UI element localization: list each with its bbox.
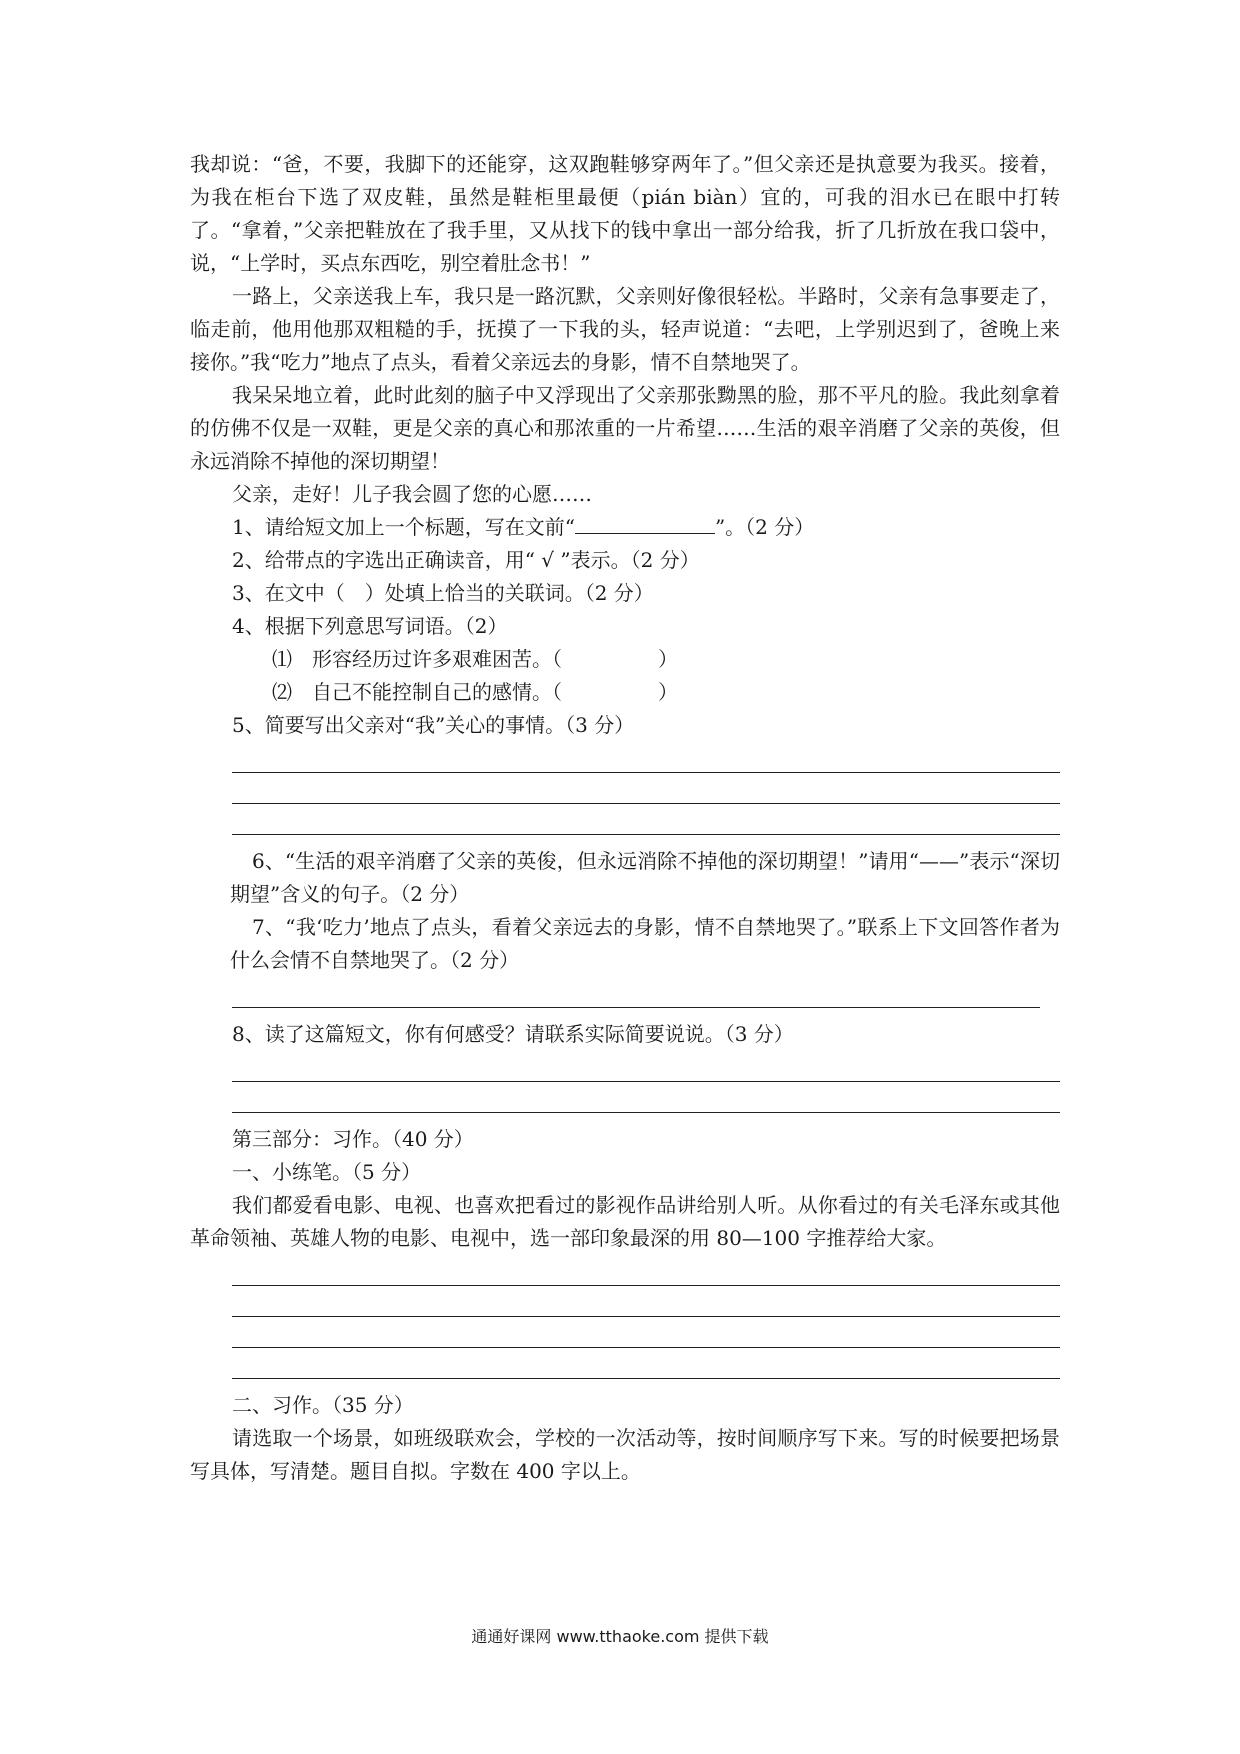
answer-line[interactable] [232,742,1060,773]
title-blank[interactable] [575,515,715,534]
story-paragraph-2: 一路上，父亲送我上车，我只是一路沉默，父亲则好像很轻松。半路时，父亲有急事要走了，临走前，他用他那双粗糙的手，抚摸了一下我的头，轻声说道：“去吧，上学别迟到了，爸晚上来接你。”我“吃力”地点了点头，看着父亲远去的身影，情不自禁地哭了。 [190,284,1060,374]
answer-line[interactable] [232,1051,1060,1082]
section-2-heading: 二、习作。（35 分） [232,1393,414,1417]
question-4-item-1-text: ⑴ 形容经历过许多艰难困苦。（ [272,647,562,671]
answer-line[interactable] [232,977,1040,1008]
answer-line[interactable] [232,1082,1060,1113]
page-footer: 通通好课网 www.tthaoke.com 提供下载 [471,1627,769,1646]
section-1-heading: 一、小练笔。（5 分） [232,1160,422,1184]
answer-line[interactable] [232,1317,1060,1348]
story-paragraph-1: 我却说：“爸，不要，我脚下的还能穿，这双跑鞋够穿两年了。”但父亲还是执意要为我买。接着，为我在柜台下选了双皮鞋，虽然是鞋柜里最便（pián biàn）宜的，可我的泪水已在眼中打转了。“拿着，”父亲把鞋放在了我手里，又从找下的钱中拿出一部分给我，折了几折放在我口袋中，说，“上学时，买点东西吃，别空着肚念书！” [190,152,1060,275]
exam-page [190,148,1060,1488]
question-4-item-2 [190,676,1060,709]
question-6: 6、“生活的艰辛消磨了父亲的英俊，但永远消除不掉他的深切期望！”请用“——”表示“深切期望”含义的句子。（2 分） [230,849,1060,906]
question-8: 8、读了这篇短文，你有何感受？请联系实际简要说说。（3 分） [232,1022,794,1046]
question-5: 5、简要写出父亲对“我”关心的事情。（3 分） [232,713,635,737]
answer-line[interactable] [232,1348,1060,1379]
question-4-item-2-close: ） [658,680,678,704]
question-1-tail: ”。（2 分） [714,515,815,539]
part3-heading: 第三部分：习作。（40 分） [232,1127,474,1151]
question-4-item-2-text: ⑵ 自己不能控制自己的感情。（ [272,680,562,704]
question-4: 4、根据下列意思写词语。（2） [232,614,508,638]
question-7: 7、“我‘吃力’地点了点头，看着父亲远去的身影，情不自禁地哭了。”联系上下文回答作者为什么会情不自禁地哭了。（2 分） [230,915,1060,972]
question-1-text: 1、请给短文加上一个标题，写在文前“ [232,515,575,539]
section-2-prompt: 请选取一个场景，如班级联欢会，学校的一次活动等，按时间顺序写下来。写的时候要把场景写具体，写清楚。题目自拟。字数在 400 字以上。 [190,1426,1060,1483]
answer-line[interactable] [232,1286,1060,1317]
question-4-item-1-close: ） [658,647,678,671]
answer-line[interactable] [232,773,1060,804]
answer-line[interactable] [232,804,1060,835]
story-paragraph-4: 父亲，走好！儿子我会圆了您的心愿…… [232,482,592,506]
question-3: 3、在文中（ ）处填上恰当的关联词。（2 分） [232,581,654,605]
question-2: 2、给带点的字选出正确读音，用“ √ ”表示。（2 分） [232,548,700,572]
story-paragraph-3: 我呆呆地立着，此时此刻的脑子中又浮现出了父亲那张黝黑的脸，那不平凡的脸。我此刻拿着的仿佛不仅是一双鞋，更是父亲的真心和那浓重的一片希望……生活的艰辛消磨了父亲的英俊，但永远消除不掉他的深切期望！ [190,383,1060,473]
answer-line[interactable] [232,1255,1060,1286]
section-1-prompt: 我们都爱看电影、电视、也喜欢把看过的影视作品讲给别人听。从你看过的有关毛泽东或其他革命领袖、英雄人物的电影、电视中，选一部印象最深的用 80—100 字推荐给大家。 [190,1193,1060,1250]
question-1 [190,511,1060,544]
question-4-item-1 [190,643,1060,676]
